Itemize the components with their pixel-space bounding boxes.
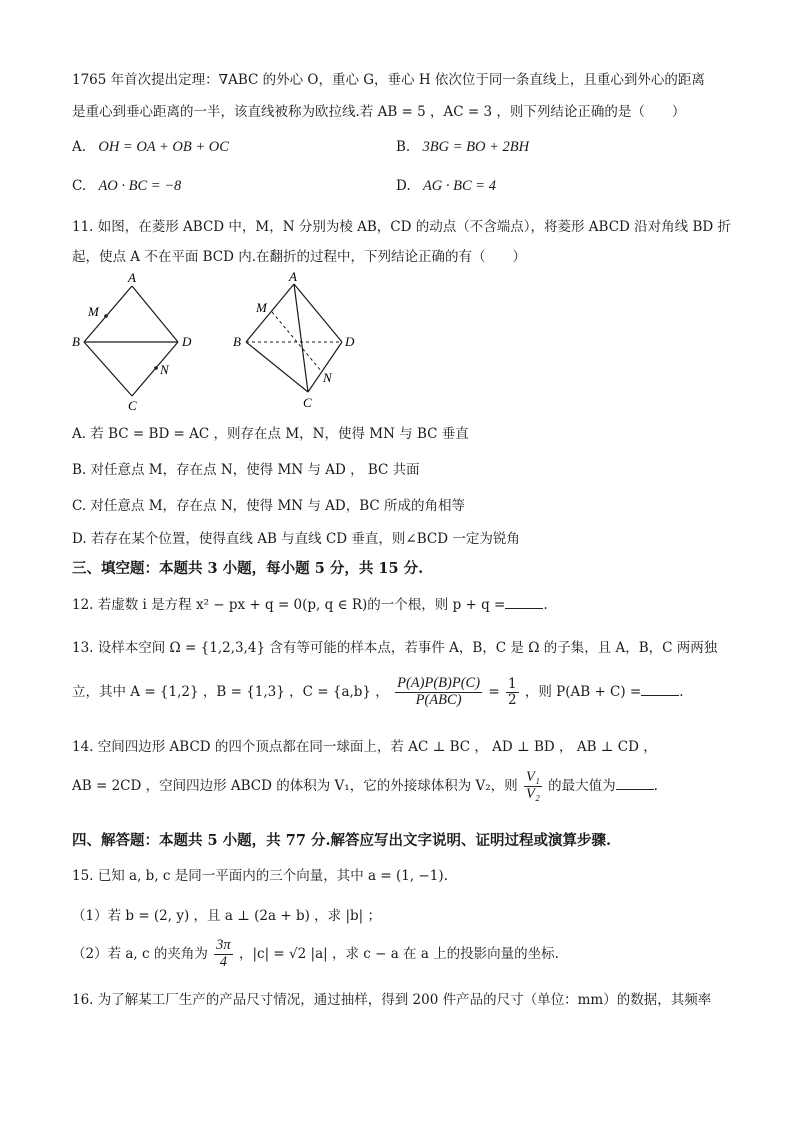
edge-bc [246,342,308,392]
probability-fraction: $\frac{P(A)P(B)P(C)}{\text{P(ABC)}}$ [397,675,481,708]
volume-ratio-fraction: $\frac{\text{V₁}}{\text{V₂}}$ [525,769,540,802]
rhombus-figure-flat [70,268,210,413]
point-m [104,314,108,318]
answer-blank [641,683,679,696]
edge-ac [294,284,308,392]
one-half-fraction: $\frac{1}{2}$ [507,676,517,708]
q11-option-a: A. 若 BC = BD = AC ，则存在点 M，N，使得 MN 与 BC 垂直 [72,426,469,442]
angle-fraction: $\frac{3\pi}{4}$ [216,937,231,970]
q11-option-c: C. 对任意点 M，存在点 N，使得 MN 与 AD，BC 所成的角相等 [72,498,466,514]
answer-blank [616,777,654,790]
label-a: A [289,269,297,284]
section-4-heading: 四、解答题：本题共 5 小题，共 77 分.解答应写出文字说明、证明过程或演算步骤. [72,832,612,849]
label-b: B [233,334,241,349]
label-n: N [323,370,332,385]
label-d: D [182,334,192,349]
q13-stem-line1: 13. 设样本空间 Ω = {1,2,3,4} 含有等可能的样本点，若事件 A，B，C 是 Ω 的子集，且 A，B，C 两两独 [72,640,718,656]
label-d: D [345,334,355,349]
q10-option-c: C. AO · BC = −8 [72,178,182,194]
q10-stem-line2: 是重心到垂心距离的一半，该直线被称为欧拉线.若 AB = 5 ，AC = 3 ，则下列结论正确的是（ ） [72,104,686,120]
point-n [154,366,158,370]
label-m: M [88,304,99,319]
label-c: C [128,398,137,413]
section-3-heading: 三、填空题：本题共 3 小题，每小题 5 分，共 15 分. [72,560,424,577]
label-n: N [160,362,169,377]
q12: 12. 若虚数 i 是方程 x² − px + q = 0(p, q ∈ R)的一个根，则 p + q = . [72,597,548,613]
q11-stem-line2: 起，使点 A 不在平面 BCD 内.在翻折的过程中，下列结论正确的有（ ） [72,249,527,265]
edge-bc [84,342,132,396]
label-c: C [303,395,312,410]
q10-stem-line1: 1765 年首次提出定理：∇ABC 的外心 O，重心 G，垂心 H 依次位于同一条直线上，且重心到外心的距离 [72,72,705,88]
answer-blank [505,596,543,609]
label-m: M [256,300,267,315]
edge-ab [246,284,294,342]
q10-option-d: D. AG · BC = 4 [396,178,496,194]
tetrahedron-figure-folded [226,268,366,413]
q13-stem-line2: 立，其中 A = {1,2} ，B = {1,3} ，C = {a,b} ， $\frac{P(A)P(B)P(C)}{\text{P(ABC)}}$ = $\frac{1}{2}$ ，则 P(AB + C) = . [72,675,684,708]
edge-ad [294,284,342,342]
q15-part-1: （1）若 b = (2, y) ，且 a ⊥ (2a + b) ，求 |b| ； [72,908,381,924]
q14-stem-line2: AB = 2CD ，空间四边形 ABCD 的体积为 V₁，它的外接球体积为 V₂，则 $\frac{\text{V₁}}{\text{V₂}}$ 的最大值为 . [72,769,658,802]
q10-option-a: A. OH = OA + OB + OC [72,139,229,155]
q11-option-b: B. 对任意点 M，存在点 N，使得 MN 与 AD ， BC 共面 [72,462,420,478]
q11-option-d: D. 若存在某个位置，使得直线 AB 与直线 CD 垂直，则∠BCD 一定为锐角 [72,531,520,547]
q14-stem-line1: 14. 空间四边形 ABCD 的四个顶点都在同一球面上，若 AC ⊥ BC ， AD ⊥ BD ， AB ⊥ CD ， [72,739,657,755]
edge-ad [132,286,178,342]
q15-part-2: （2）若 a, c 的夹角为 $\frac{3\pi}{4}$ ，|c| = √2 |a| ，求 c − a 在 a 上的投影向量的坐标. [72,937,559,970]
label-a: A [128,270,136,285]
q10-option-b: B. 3BG = BO + 2BH [396,139,530,155]
label-b: B [72,334,80,349]
q16-stem: 16. 为了解某工厂生产的产品尺寸情况，通过抽样，得到 200 件产品的尺寸（单位：mm）的数据，其频率 [72,992,712,1008]
q15-stem: 15. 已知 a, b, c 是同一平面内的三个向量，其中 a = (1, −1). [72,868,448,884]
q11-stem-line1: 11. 如图，在菱形 ABCD 中，M，N 分别为棱 AB，CD 的动点（不含端点），将菱形 ABCD 沿对角线 BD 折 [72,219,731,235]
